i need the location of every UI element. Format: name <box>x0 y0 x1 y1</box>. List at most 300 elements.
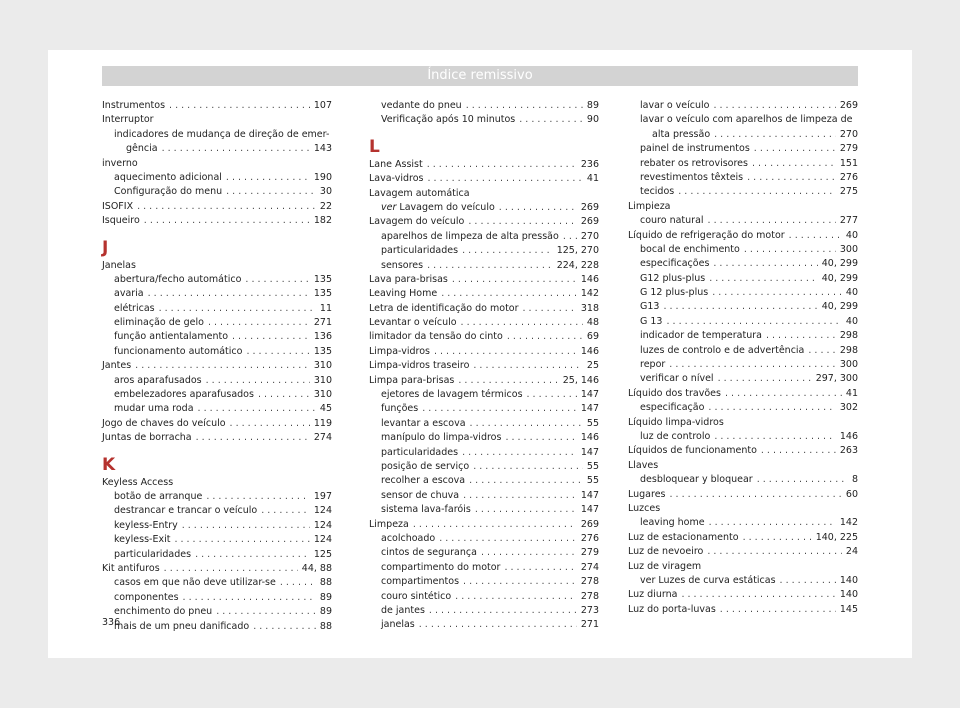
dot-leader <box>713 257 817 271</box>
index-entry-text: Janelas <box>102 259 136 271</box>
dot-leader <box>463 575 577 589</box>
index-entry-label: posição de serviço <box>381 460 470 472</box>
dot-leader <box>473 460 583 474</box>
index-entry-text: Limpieza <box>628 200 671 212</box>
index-entry <box>102 113 332 127</box>
dot-leader <box>754 142 836 156</box>
dot-leader <box>206 374 310 388</box>
index-entry-page: 25, 146 <box>562 374 599 386</box>
index-entry-page: 147 <box>580 389 599 401</box>
index-entry-label: particularidades <box>381 245 459 257</box>
index-entry-text <box>369 345 430 359</box>
index-entry <box>102 504 332 518</box>
index-entry-page: 55 <box>586 475 599 487</box>
index-entry <box>628 286 858 300</box>
index-entry-page: 298 <box>839 344 858 356</box>
index-entry-label: função antientalamento <box>114 331 228 343</box>
index-entry-text <box>114 345 242 359</box>
index-entry-page: 55 <box>586 417 599 429</box>
index-entry-text <box>640 372 714 386</box>
index-entry-page: 236 <box>580 158 599 170</box>
dot-leader <box>663 300 817 314</box>
index-entry-page: 119 <box>313 417 332 429</box>
index-entry-text <box>369 330 503 344</box>
index-entry <box>628 229 858 243</box>
index-entry-page: 297, 300 <box>815 373 858 385</box>
index-entry-text <box>114 620 249 634</box>
index-entry-page: 124 <box>313 519 332 531</box>
index-entry <box>369 302 599 316</box>
dot-leader <box>135 359 310 373</box>
index-entry-text: indicadores de mudança de direção de emer- <box>114 128 330 140</box>
index-entry-text <box>126 142 158 156</box>
dot-leader <box>174 533 309 547</box>
dot-leader <box>475 503 577 517</box>
index-entry-page: 277 <box>839 215 858 227</box>
index-entry <box>102 359 332 373</box>
index-entry <box>628 401 858 415</box>
index-entry-label: desbloquear y bloquear <box>640 474 753 486</box>
index-entry-text <box>381 388 523 402</box>
index-entry-page: 147 <box>580 446 599 458</box>
dot-leader <box>164 562 298 576</box>
dot-leader <box>708 401 835 415</box>
page-header-banner <box>102 66 858 86</box>
dot-leader <box>473 359 583 373</box>
index-entry-page: 40 <box>845 229 858 241</box>
dot-leader <box>226 185 316 199</box>
index-entry-label: Luz de nevoeiro <box>628 546 704 558</box>
index-entry-page: 269 <box>839 100 858 111</box>
index-entry-text <box>640 300 659 314</box>
index-entry <box>628 387 858 401</box>
index-entry-label: acolchoado <box>381 532 436 544</box>
index-entry-text <box>381 489 459 503</box>
index-entry <box>628 560 858 574</box>
index-entry-label: sensor de chuva <box>381 489 460 501</box>
dot-leader <box>198 402 316 416</box>
index-entry <box>628 243 858 257</box>
dot-leader <box>216 605 316 619</box>
dot-leader <box>499 201 577 215</box>
index-entry-label: embelezadores aparafusados <box>114 389 254 401</box>
index-entry-page: 147 <box>580 403 599 415</box>
index-entry <box>369 575 599 589</box>
index-entry <box>369 287 599 301</box>
index-entry <box>102 576 332 590</box>
index-entry-label: couro natural <box>640 215 704 227</box>
index-entry-label: lavar o veículo <box>640 100 710 111</box>
index-entry <box>102 431 332 445</box>
index-entry-text <box>381 618 415 632</box>
index-entry-label: keyless-Exit <box>114 534 171 546</box>
index-entry-text <box>114 576 276 590</box>
index-entry-page: 310 <box>313 389 332 401</box>
index-entry <box>628 574 858 588</box>
dot-leader <box>458 374 558 388</box>
index-entry-label: G12 plus-plus <box>640 272 706 284</box>
index-entry-label: sistema lava-faróis <box>381 504 471 516</box>
index-entry-text <box>102 214 140 228</box>
index-entry-label: particularidades <box>381 446 459 458</box>
index-entry <box>628 588 858 602</box>
index-entry-text <box>102 431 192 445</box>
index-entry-page: 88 <box>319 577 332 589</box>
index-entry-label: funcionamento automático <box>114 345 243 357</box>
dot-leader <box>468 215 576 229</box>
index-entry-label: ISOFIX <box>102 200 134 212</box>
index-entry <box>102 374 332 388</box>
index-entry-label: de jantes <box>381 604 425 616</box>
index-entry-page: 143 <box>313 143 332 155</box>
index-entry-page: 44, 88 <box>301 562 332 574</box>
dot-leader <box>230 417 310 431</box>
index-entry-text: Luz de viragem <box>628 560 702 572</box>
index-entry-text <box>102 99 165 113</box>
index-entry-label: alta pressão <box>652 128 711 140</box>
dot-leader <box>137 200 316 214</box>
index-entry-label: Líquido dos travões <box>628 387 721 399</box>
index-entry-page: 89 <box>586 100 599 111</box>
index-entry-page: 142 <box>580 288 599 300</box>
index-entry-text <box>640 272 705 286</box>
index-entry <box>369 99 599 113</box>
index-entry-label: enchimento do pneu <box>114 606 213 618</box>
index-entry <box>102 142 332 156</box>
index-entry-page: 146 <box>580 345 599 357</box>
index-entry-text <box>381 532 435 546</box>
index-entry <box>369 546 599 560</box>
index-entry-label: vedante do pneu <box>381 100 462 111</box>
dot-leader <box>505 431 576 445</box>
index-entry-text <box>640 473 753 487</box>
index-entry <box>628 113 858 127</box>
index-entry-label: Instrumentos <box>102 100 166 111</box>
index-entry <box>369 345 599 359</box>
index-entry-text <box>628 229 785 243</box>
index-entry-page: 147 <box>580 504 599 516</box>
index-entry-page: 45 <box>319 403 332 415</box>
index-entry-text <box>640 214 704 228</box>
dot-leader <box>766 329 836 343</box>
dot-leader <box>666 315 841 329</box>
index-entry <box>628 300 858 314</box>
index-entry-text <box>640 257 709 271</box>
index-entry <box>369 618 599 632</box>
dot-leader <box>718 372 812 386</box>
dot-leader <box>712 286 842 300</box>
index-entry <box>628 444 858 458</box>
dot-leader <box>195 548 310 562</box>
index-entry-text <box>640 243 740 257</box>
index-entry-label: luzes de controlo e de advertência <box>640 344 805 356</box>
dot-leader <box>681 588 835 602</box>
index-entry-text <box>114 605 212 619</box>
index-entry-page: 124 <box>313 505 332 517</box>
index-entry-text <box>640 99 709 113</box>
dot-leader <box>427 172 582 186</box>
index-entry-label: Verificação após 10 minutos <box>381 114 516 126</box>
index-entry-page: 140 <box>839 574 858 586</box>
index-entry <box>102 185 332 199</box>
index-entry-page: 279 <box>839 143 858 155</box>
index-entry-label: especificação <box>640 402 705 414</box>
index-entry-text <box>628 545 703 559</box>
index-entry-label: Luz do porta-luvas <box>628 603 716 615</box>
index-entry <box>628 214 858 228</box>
index-entry-text: Interruptor <box>102 114 154 126</box>
index-entry <box>628 157 858 171</box>
index-entry <box>102 99 332 113</box>
index-entry <box>102 388 332 402</box>
index-entry-page: 60 <box>845 488 858 500</box>
index-entry-label: Lavagem do veículo <box>369 216 465 228</box>
dot-leader <box>470 417 583 431</box>
index-entry-text <box>640 171 743 185</box>
index-entry <box>102 157 332 171</box>
index-entry-label: luz de controlo <box>640 430 711 442</box>
index-entry-text <box>640 142 750 156</box>
index-entry-page: 274 <box>313 432 332 444</box>
index-letter-heading: L <box>369 136 380 157</box>
dot-leader <box>169 99 310 113</box>
index-entry-label: compartimento do motor <box>381 561 501 573</box>
index-entry-page: 300 <box>839 359 858 371</box>
index-entry-page: 147 <box>580 489 599 501</box>
index-entry-page: 269 <box>580 201 599 213</box>
index-entry-page: 40, 299 <box>821 301 858 313</box>
dot-leader <box>744 243 836 257</box>
index-entry-page: 197 <box>313 490 332 502</box>
index-entry-page: 41 <box>845 387 858 399</box>
index-entry-text <box>381 503 471 517</box>
dot-leader <box>196 431 310 445</box>
index-entry-label: bocal de enchimento <box>640 243 740 255</box>
index-entry <box>369 561 599 575</box>
index-entry-text <box>628 387 721 401</box>
index-entry-text <box>114 504 257 518</box>
index-entry <box>369 590 599 604</box>
index-entry <box>628 416 858 430</box>
index-entry <box>102 548 332 562</box>
index-entry-text: Lavagem automática <box>369 187 470 199</box>
dot-leader <box>245 273 309 287</box>
index-entry-label: aparelhos de limpeza de alta pressão <box>381 230 559 242</box>
dot-leader <box>523 302 577 316</box>
index-entry-page: 146 <box>580 432 599 444</box>
index-entry-label: ver Luzes de curva estáticas <box>640 574 776 586</box>
index-entry-text <box>114 302 155 316</box>
index-entry <box>369 402 599 416</box>
index-entry-text <box>114 374 202 388</box>
index-entry-label: Leaving Home <box>369 288 438 300</box>
index-entry-page: 276 <box>580 532 599 544</box>
dot-leader <box>280 576 316 590</box>
index-entry <box>102 490 332 504</box>
index-entry <box>102 402 332 416</box>
index-entry-page: 190 <box>313 171 332 183</box>
index-entry-page: 125 <box>313 548 332 560</box>
index-entry-page: 48 <box>586 317 599 329</box>
dot-leader <box>261 504 310 518</box>
index-entry <box>369 474 599 488</box>
index-column-1 <box>102 99 332 634</box>
index-entry <box>628 473 858 487</box>
index-entry <box>102 519 332 533</box>
index-entry <box>102 476 332 490</box>
index-entry <box>102 591 332 605</box>
index-entry <box>102 128 332 142</box>
index-entry-label: levantar a escova <box>381 417 466 429</box>
dot-leader <box>669 358 836 372</box>
dot-leader <box>148 287 310 301</box>
dot-leader <box>709 272 818 286</box>
index-entry-label: Limpeza <box>369 518 409 530</box>
index-entry-text <box>381 201 495 215</box>
index-entry-text <box>381 244 458 258</box>
index-entry-label: destrancar e trancar o veículo <box>114 505 258 517</box>
index-entry-label: Luz diurna <box>628 589 678 601</box>
index-entry-page: 271 <box>580 619 599 631</box>
index-entry-label: G13 <box>640 301 660 313</box>
index-entry <box>369 431 599 445</box>
index-entry-page: 275 <box>839 186 858 198</box>
index-entry <box>369 503 599 517</box>
index-entry-text <box>628 603 716 617</box>
index-entry-text <box>381 402 418 416</box>
index-letter-heading: K <box>102 454 116 475</box>
dot-leader <box>427 259 553 273</box>
dot-leader <box>466 99 583 113</box>
index-entry-label: Isqueiro <box>102 215 140 227</box>
index-entry-page: 55 <box>586 460 599 472</box>
index-entry-label: manípulo do limpa-vidros <box>381 432 502 444</box>
index-entry-label: Configuração do menu <box>114 186 223 198</box>
index-entry <box>369 113 599 127</box>
index-entry <box>102 316 332 330</box>
index-entry-page: 146 <box>580 273 599 285</box>
index-entry-label: rebater os retrovisores <box>640 157 748 169</box>
index-entry-page: 276 <box>839 171 858 183</box>
index-entry-page: 273 <box>580 604 599 616</box>
index-entry-text <box>114 490 202 504</box>
index-entry <box>369 230 599 244</box>
index-entry <box>628 142 858 156</box>
index-entry-page: 88 <box>319 620 332 632</box>
index-entry <box>628 545 858 559</box>
dot-leader <box>463 489 577 503</box>
dot-leader <box>714 128 836 142</box>
index-entry <box>102 533 332 547</box>
index-entry-text <box>114 185 222 199</box>
index-entry <box>102 620 332 634</box>
index-entry-text <box>114 548 191 562</box>
index-entry-text: Líquido limpa-vidros <box>628 416 724 428</box>
dot-leader <box>232 330 310 344</box>
dot-leader <box>714 430 836 444</box>
dot-leader <box>258 388 310 402</box>
index-entry-text <box>640 516 705 530</box>
index-entry-label: Jogo de chaves do veículo <box>102 417 226 429</box>
dot-leader <box>761 444 836 458</box>
index-entry <box>369 374 599 388</box>
dot-leader <box>206 490 310 504</box>
dot-leader <box>519 113 583 127</box>
index-entry-label: repor <box>640 359 666 371</box>
index-entry <box>628 171 858 185</box>
index-entry-text <box>369 215 464 229</box>
index-entry-label: Líquido de refrigeração do motor <box>628 229 785 241</box>
index-entry-label: Luz de estacionamento <box>628 531 739 543</box>
index-entry-label: verificar o nível <box>640 373 714 385</box>
index-entry-text <box>102 359 131 373</box>
index-entry <box>628 358 858 372</box>
index-entry-text <box>628 444 757 458</box>
index-entry-label: casos em que não deve utilizar-se <box>114 577 276 589</box>
dot-leader <box>208 316 310 330</box>
index-entry-text <box>628 588 677 602</box>
index-entry <box>369 604 599 618</box>
index-entry-page: 151 <box>839 157 858 169</box>
index-entry <box>102 330 332 344</box>
index-entry-text <box>381 474 465 488</box>
dot-leader <box>427 158 577 172</box>
index-entry-page: 90 <box>586 114 599 126</box>
index-entry-text <box>381 561 500 575</box>
dot-leader <box>183 591 316 605</box>
index-entry-page: 145 <box>839 603 858 615</box>
index-entry-page: 8 <box>851 474 858 486</box>
index-entry-label: revestimentos têxteis <box>640 171 744 183</box>
dot-leader <box>429 604 577 618</box>
index-entry-label: Limpa-vidros traseiro <box>369 360 470 372</box>
index-entry-page: 25 <box>586 360 599 372</box>
index-entry-label: abertura/fecho automático <box>114 273 242 285</box>
index-entry-text <box>381 460 469 474</box>
index-entry-page: 140, 225 <box>815 531 858 543</box>
index-entry-text <box>102 200 133 214</box>
index-entry-text <box>114 533 170 547</box>
index-entry-label: eliminação de gelo <box>114 317 204 329</box>
index-entry-text <box>640 329 762 343</box>
index-entry-text <box>381 575 459 589</box>
index-entry-page: 40, 299 <box>821 272 858 284</box>
dot-leader <box>455 590 577 604</box>
index-entry-text <box>369 172 423 186</box>
dot-leader <box>678 185 836 199</box>
index-entry-text <box>369 158 423 172</box>
index-entry <box>369 489 599 503</box>
index-entry-page: 24 <box>845 546 858 558</box>
index-entry-label: elétricas <box>114 302 155 314</box>
index-entry-text <box>381 604 425 618</box>
index-column-3 <box>628 99 858 617</box>
index-page <box>48 50 912 658</box>
index-entry-text <box>114 287 144 301</box>
index-entry-label: janelas <box>381 619 415 631</box>
index-entry <box>102 417 332 431</box>
index-entry-page: 318 <box>580 302 599 314</box>
index-entry-text <box>369 302 519 316</box>
index-entry <box>628 99 858 113</box>
index-entry-label: cintos de segurança <box>381 547 477 559</box>
dot-leader <box>709 516 836 530</box>
index-entry-text <box>640 430 710 444</box>
index-entry-label: componentes <box>114 591 179 603</box>
index-entry-label: G 12 plus-plus <box>640 287 709 299</box>
index-entry-label: Lava para-brisas <box>369 273 448 285</box>
dot-leader <box>182 519 310 533</box>
